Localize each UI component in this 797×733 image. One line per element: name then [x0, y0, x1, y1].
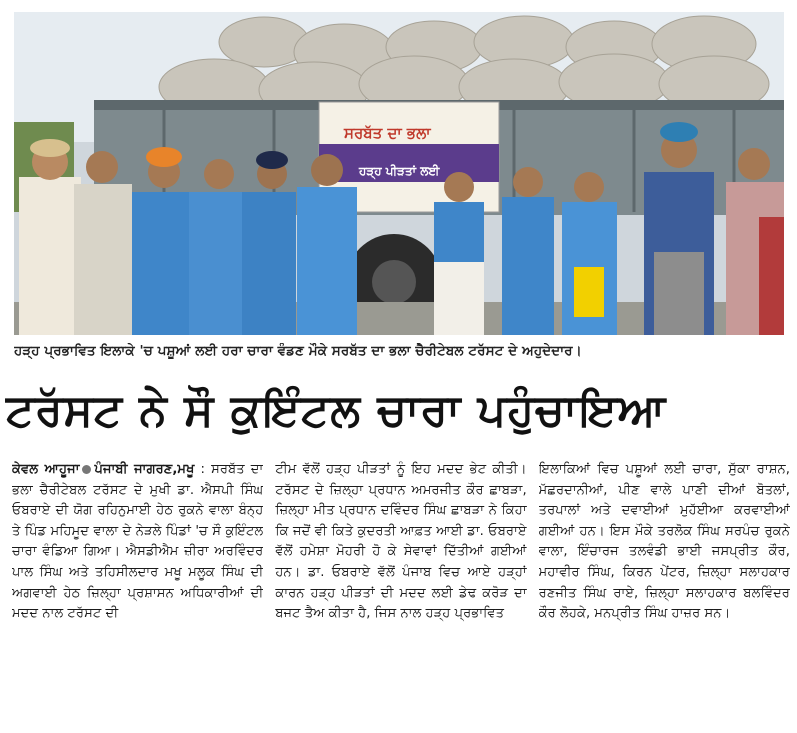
article-column-3	[539, 460, 790, 722]
news-photo	[14, 12, 784, 335]
photo-caption: ਹੜ੍ਹ ਪ੍ਰਭਾਵਿਤ ਇਲਾਕੇ 'ਚ ਪਸ਼ੂਆਂ ਲਈ ਹਰਾ ਚਾਰਾ ਵੰਡਣ ਮੌਕੇ ਸਰਬੱਤ ਦਾ ਭਲਾ ਚੈਰੀਟੇਬਲ ਟਰੱਸਟ ਦੇ ਅਹੁਦੇਦਾਰ।	[14, 343, 582, 359]
headline: ਟਰੱਸਟ ਨੇ ਸੌ ਕੁਇੰਟਲ ਚਾਰਾ ਪਹੁੰਚਾਇਆ	[6, 385, 667, 436]
article-text-col3: ਇਲਾਕਿਆਂ ਵਿਚ ਪਸ਼ੂਆਂ ਲਈ ਚਾਰਾ, ਸੁੱਕਾ ਰਾਸ਼ਨ, ਮੱਛਰਦਾਨੀਆਂ, ਪੀਣ ਵਾਲੇ ਪਾਣੀ ਦੀਆਂ ਬੋਤਲਾਂ, ਤਰਪਾਲਾਂ ਅਤੇ ਦਵਾਈਆਂ ਮੁਹੱਈਆ ਕਰਵਾਈਆਂ ਗਈਆਂ ਹਨ। ਇਸ ਮੌਕੇ ਤਰਲੋਕ ਸਿੰਘ ਸਰਪੰਚ ਰੁਕਨੇ ਵਾਲਾ, ਇੰਚਾਰਜ ਤਲਵੰਡੀ ਭਾਈ ਜਸਪ੍ਰੀਤ ਕੌਰ, ਮਹਾਵੀਰ ਸਿੰਘ, ਕਿਰਨ ਪੇਂਟਰ, ਜ਼ਿਲ੍ਹਾ ਸਲਾਹਕਾਰ ਰਣਜੀਤ ਸਿੰਘ ਰਾਏ, ਜ਼ਿਲ੍ਹਾ ਸਲਾਹਕਾਰ ਬਲਵਿੰਦਰ ਕੌਰ ਲੋਹਕੇ, ਮਨਪ੍ਰੀਤ ਸਿੰਘ ਹਾਜ਼ਰ ਸਨ।	[538, 462, 790, 622]
bullet-dot-icon	[82, 465, 91, 474]
article-body	[12, 460, 790, 722]
banner-title: ਸਰਬੱਤ ਦਾ ਭਲਾ	[344, 124, 431, 142]
banner-subtitle: ਹੜ੍ਹ ਪੀੜਤਾਂ ਲਈ	[359, 164, 440, 178]
byline-author: ਕੇਵਲ ਆਹੂਜਾ	[12, 462, 80, 477]
article-text-col2: ਟੀਮ ਵੱਲੋਂ ਹੜ੍ਹ ਪੀੜਤਾਂ ਨੂੰ ਇਹ ਮਦਦ ਭੇਟ ਕੀਤੀ। ਟਰੱਸਟ ਦੇ ਜ਼ਿਲ੍ਹਾ ਪ੍ਰਧਾਨ ਅਮਰਜੀਤ ਕੌਰ ਛਾਬੜਾ, ਜ਼ਿਲ੍ਹਾ ਮੀਤ ਪ੍ਰਧਾਨ ਦਵਿੰਦਰ ਸਿੰਘ ਛਾਬੜਾ ਨੇ ਕਿਹਾ ਕਿ ਜਦੋਂ ਵੀ ਕਿਤੇ ਕੁਦਰਤੀ ਆਫ਼ਤ ਆਈ ਡਾ. ਓਬਰਾਏ ਵੱਲੋਂ ਹਮੇਸ਼ਾ ਮੋਹਰੀ ਹੋ ਕੇ ਸੇਵਾਵਾਂ ਦਿੱਤੀਆਂ ਗਈਆਂ ਹਨ। ਡਾ. ਓਬਰਾਏ ਵੱਲੋਂ ਪੰਜਾਬ ਵਿਚ ਆਏ ਹੜ੍ਹਾਂ ਕਾਰਨ ਹੜ੍ਹ ਪੀੜਤਾਂ ਦੀ ਮਦਦ ਲਈ ਡੇਢ ਕਰੋੜ ਦਾ ਬਜਟ ਤੈਅ ਕੀਤਾ ਹੈ, ਜਿਸ ਨਾਲ ਹੜ੍ਹ ਪ੍ਰਭਾਵਿਤ	[275, 462, 527, 622]
byline-source: ਪੰਜਾਬੀ ਜਾਗਰਣ,ਮਖੂ	[94, 462, 195, 477]
article-column-2	[275, 460, 526, 722]
article-text-col1: : ਸਰਬੱਤ ਦਾ ਭਲਾ ਚੈਰੀਟੇਬਲ ਟਰੱਸਟ ਦੇ ਮੁਖੀ ਡਾ. ਐਸਪੀ ਸਿੰਘ ਓਬਰਾਏ ਦੀ ਯੋਗ ਰਹਿਨੁਮਾਈ ਹੇਠ ਰੁਕਨੇ ਵਾਲਾ ਬੰਨ੍ਹ ਤੇ ਪਿੰਡ ਮਹਿਮੂਦ ਵਾਲਾ ਦੇ ਨੇੜਲੇ ਪਿੰਡਾਂ 'ਚ ਸੌ ਕੁਇੰਟਲ ਚਾਰਾ ਵੰਡਿਆ ਗਿਆ। ਐਸਡੀਐਮ ਜ਼ੀਰਾ ਅਰਵਿੰਦਰ ਪਾਲ ਸਿੰਘ ਅਤੇ ਤਹਿਸੀਲਦਾਰ ਮਖੂ ਮਲੂਕ ਸਿੰਘ ਦੀ ਅਗਵਾਈ ਹੇਠ ਜ਼ਿਲ੍ਹਾ ਪ੍ਰਸ਼ਾਸਨ ਅਧਿਕਾਰੀਆਂ ਦੀ ਮਦਦ ਨਾਲ ਟਰੱਸਟ ਦੀ	[12, 462, 264, 622]
article-column-1	[12, 460, 263, 722]
